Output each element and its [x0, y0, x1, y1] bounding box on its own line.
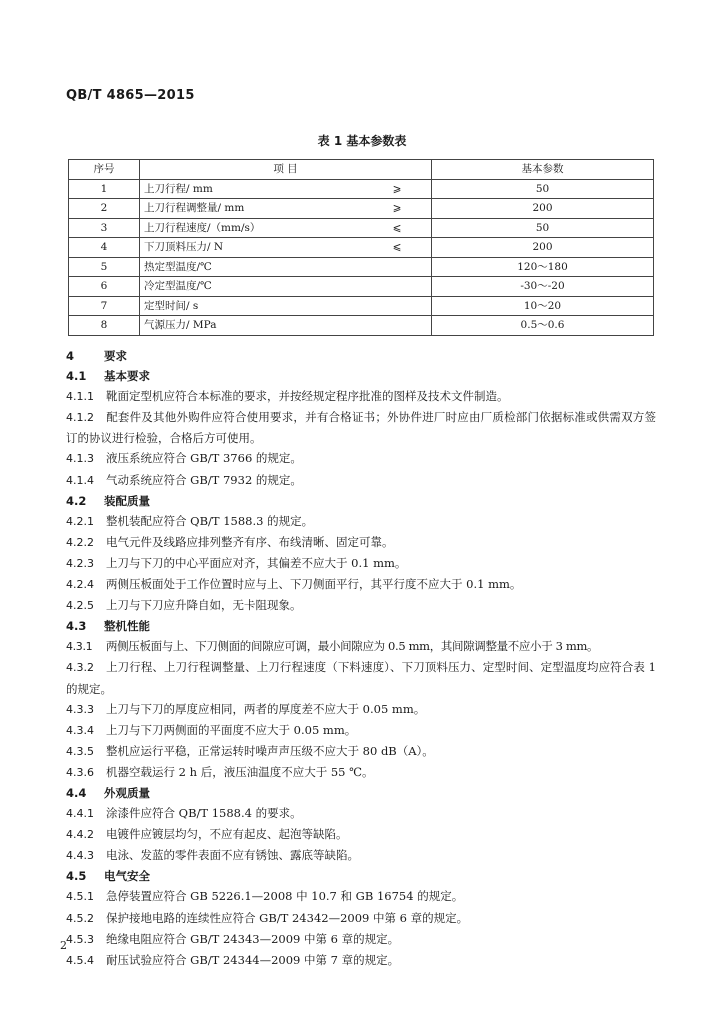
clause-number: 4.3.6	[66, 765, 94, 779]
table-row	[69, 316, 654, 336]
row-symbol	[363, 296, 432, 316]
header-item: 项 目	[140, 160, 432, 180]
clause	[66, 762, 656, 783]
clause	[66, 407, 656, 448]
row-item: 上刀行程/ mm	[140, 179, 364, 199]
table-row	[69, 277, 654, 297]
clause-text: 靴面定型机应符合本标准的要求，并按经规定程序批准的图样及技术文件制造。	[106, 389, 509, 404]
row-item: 下刀顶料压力/ N	[140, 238, 364, 258]
row-item: 气源压力/ MPa	[140, 316, 364, 336]
clause	[66, 824, 656, 845]
section-number: 4.4	[66, 785, 87, 800]
row-no: 4	[69, 238, 140, 258]
table-title: 表 1 基本参数表	[317, 134, 407, 148]
row-no: 3	[69, 218, 140, 238]
clause-text: 电气元件及线路应排列整齐有序、布线清晰、固定可靠。	[106, 534, 394, 549]
clause-number: 4.3.2	[66, 661, 94, 675]
table-row	[69, 218, 654, 238]
clause	[66, 741, 656, 762]
clause-text: 绝缘电阻应符合 GB/T 24343—2009 中第 6 章的规定。	[106, 931, 400, 946]
clause-text: 急停装置应符合 GB 5226.1—2008 中 10.7 和 GB 16754 的规定。	[106, 889, 464, 904]
clause-text: 整机应运行平稳，正常运转时噪声声压级不应大于 80 dB（A）。	[106, 743, 434, 758]
clause-text: 电镀件应镀层均匀，不应有起皮、起泡等缺陷。	[106, 827, 348, 842]
clause-number: 4.2.5	[66, 599, 94, 613]
section-heading	[66, 346, 656, 366]
clause-text: 上刀与下刀的中心平面应对齐，其偏差不应大于 0.1 mm。	[106, 555, 407, 570]
clause	[66, 553, 656, 574]
clause	[66, 574, 656, 595]
clause-number: 4.5.2	[66, 911, 94, 925]
clause	[66, 636, 656, 657]
basic-parameters-table	[68, 159, 654, 336]
row-symbol	[363, 316, 432, 336]
clause-text: 涂漆件应符合 QB/T 1588.4 的要求。	[106, 806, 302, 821]
clause-number: 4.5.1	[66, 890, 94, 904]
row-value: 120～180	[432, 257, 654, 277]
row-item: 上刀行程速度/（mm/s）	[140, 218, 364, 238]
clause-text: 两侧压板面与上、下刀侧面的间隙应可调，最小间隙应为 0.5 mm，其间隙调整量不应小于 3 mm。	[106, 639, 599, 654]
section-heading	[66, 616, 656, 636]
row-symbol: ⩽	[363, 238, 432, 258]
clause-number: 4.4.3	[66, 849, 94, 863]
clause	[66, 845, 656, 866]
row-value: 50	[432, 218, 654, 238]
clause-text: 保护接地电路的连续性应符合 GB/T 24342—2009 中第 6 章的规定。	[106, 910, 469, 925]
row-no: 5	[69, 257, 140, 277]
section-title: 要求	[104, 349, 127, 363]
row-item: 热定型温度/℃	[140, 257, 364, 277]
row-value: 200	[432, 238, 654, 258]
row-no: 1	[69, 179, 140, 199]
clause-text: 上刀与下刀应升降自如，无卡阻现象。	[106, 598, 302, 613]
row-value: 0.5～0.6	[432, 316, 654, 336]
row-item: 上刀行程调整量/ mm	[140, 199, 364, 219]
section-number: 4.5	[66, 869, 87, 884]
clause-text: 上刀与下刀两侧面的平面度不应大于 0.05 mm。	[106, 722, 357, 737]
row-symbol: ⩾	[363, 199, 432, 219]
row-symbol	[363, 257, 432, 277]
section-number: 4.1	[66, 369, 87, 384]
clause-text: 上刀行程、上刀行程调整量、上刀行程速度（下料速度）、下刀顶料压力、定型时间、定型温度均应符合表 1 的规定。	[66, 660, 656, 696]
clause-text: 耐压试验应符合 GB/T 24344—2009 中第 7 章的规定。	[106, 952, 400, 967]
section-number: 4	[66, 349, 75, 363]
clause-number: 4.2.4	[66, 578, 94, 592]
header-no: 序号	[69, 160, 140, 180]
clause-text: 液压系统应符合 GB/T 3766 的规定。	[106, 451, 302, 466]
clause-number: 4.5.3	[66, 932, 94, 946]
clause	[66, 886, 656, 907]
clause-text: 上刀与下刀的厚度应相同，两者的厚度差不应大于 0.05 mm。	[106, 701, 426, 716]
clause-number: 4.2.1	[66, 514, 94, 528]
page-number: 2	[60, 939, 67, 952]
section-heading	[66, 783, 656, 803]
section-title: 整机性能	[104, 619, 150, 634]
row-symbol	[363, 277, 432, 297]
clause-text: 电泳、发蓝的零件表面不应有锈蚀、露底等缺陷。	[106, 848, 359, 863]
row-symbol: ⩾	[363, 179, 432, 199]
row-item: 冷定型温度/℃	[140, 277, 364, 297]
clause-text: 气动系统应符合 GB/T 7932 的规定。	[106, 472, 302, 487]
row-symbol: ⩽	[363, 218, 432, 238]
clause	[66, 511, 656, 532]
row-no: 6	[69, 277, 140, 297]
section-heading	[66, 866, 656, 886]
table-row	[69, 296, 654, 316]
table-row	[69, 257, 654, 277]
clause	[66, 699, 656, 720]
clause-number: 4.3.3	[66, 702, 94, 716]
clause-text: 机器空载运行 2 h 后，液压油温度不应大于 55 ℃。	[106, 764, 374, 779]
clause-text: 配套件及其他外购件应符合使用要求，并有合格证书；外协件进厂时应由厂质检部门依据标准或供需双方签订的协议进行检验，合格后方可使用。	[66, 410, 656, 446]
row-value: -30～-20	[432, 277, 654, 297]
clause-number: 4.1.4	[66, 473, 94, 487]
clause	[66, 657, 656, 698]
row-no: 7	[69, 296, 140, 316]
section-title: 电气安全	[104, 869, 150, 884]
row-value: 50	[432, 179, 654, 199]
clause-number: 4.1.2	[66, 411, 94, 425]
clause	[66, 908, 656, 929]
table-row	[69, 179, 654, 199]
clause	[66, 720, 656, 741]
clause-number: 4.5.4	[66, 953, 94, 967]
clause-number: 4.1.3	[66, 452, 94, 466]
section-number: 4.2	[66, 493, 87, 508]
clause	[66, 532, 656, 553]
clause-number: 4.2.2	[66, 535, 94, 549]
section-heading	[66, 491, 656, 511]
clause-number: 4.3.1	[66, 640, 93, 654]
table-header-row	[69, 160, 654, 180]
row-no: 8	[69, 316, 140, 336]
section-title: 装配质量	[104, 493, 150, 508]
clause-number: 4.4.1	[66, 807, 94, 821]
header-value: 基本参数	[432, 160, 654, 180]
row-value: 200	[432, 199, 654, 219]
clause	[66, 386, 656, 407]
row-value: 10～20	[432, 296, 654, 316]
clause	[66, 929, 656, 950]
table-row	[69, 238, 654, 258]
clause-number: 4.2.3	[66, 556, 94, 570]
clause	[66, 595, 656, 616]
requirements-body	[66, 346, 656, 971]
standard-code: QB/T 4865—2015	[66, 88, 195, 103]
clause	[66, 448, 656, 469]
section-title: 外观质量	[104, 785, 150, 800]
row-item: 定型时间/ s	[140, 296, 364, 316]
clause-number: 4.3.4	[66, 723, 94, 737]
clause-number: 4.1.1	[66, 390, 94, 404]
section-title: 基本要求	[104, 369, 150, 384]
clause-number: 4.4.2	[66, 828, 94, 842]
clause	[66, 950, 656, 971]
clause-text: 两侧压板面处于工作位置时应与上、下刀侧面平行，其平行度不应大于 0.1 mm。	[106, 577, 522, 592]
row-no: 2	[69, 199, 140, 219]
clause-text: 整机装配应符合 QB/T 1588.3 的规定。	[106, 513, 314, 528]
clause	[66, 470, 656, 491]
section-number: 4.3	[66, 619, 87, 634]
section-heading	[66, 366, 656, 386]
clause	[66, 803, 656, 824]
clause-number: 4.3.5	[66, 744, 94, 758]
table-row	[69, 199, 654, 219]
